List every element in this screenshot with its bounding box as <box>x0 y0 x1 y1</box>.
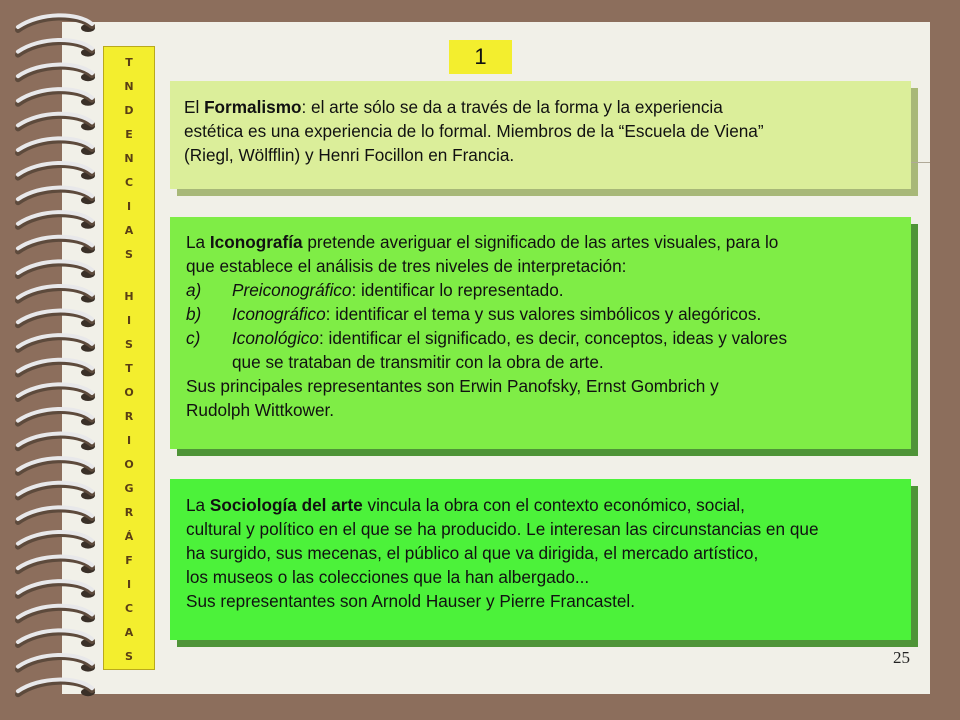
sidebar-letter: O <box>124 458 134 471</box>
formalismo-term: Formalismo <box>204 97 302 117</box>
spiral-ring <box>18 458 95 475</box>
sidebar-letter: C <box>124 176 134 189</box>
spiral-ring <box>18 261 95 278</box>
text-fragment: El <box>184 97 205 117</box>
spiral-ring <box>18 89 95 106</box>
sidebar-letter: T <box>125 362 133 375</box>
spiral-ring <box>18 40 95 57</box>
sociologia-line-1 <box>186 493 897 517</box>
margin-rule <box>911 162 930 163</box>
spiral-ring <box>18 630 95 647</box>
spiral-ring <box>18 606 95 623</box>
spiral-ring <box>18 360 95 377</box>
spiral-ring <box>18 237 95 254</box>
list-item-continuation: que se trataban de transmitir con la obra de arte. <box>232 352 604 372</box>
sidebar-letter: E <box>125 128 133 141</box>
slide-number: 25 <box>893 648 910 667</box>
list-text: : identificar el significado, es decir, conceptos, ideas y valores <box>318 328 788 348</box>
sidebar-letter: A <box>124 626 134 639</box>
spiral-ring <box>18 65 95 82</box>
spiral-ring <box>18 212 95 229</box>
list-item <box>186 326 897 350</box>
list-term: Iconográfico <box>232 304 326 324</box>
sidebar-letter: C <box>124 602 134 615</box>
spiral-ring <box>18 434 95 451</box>
sidebar-letter: S <box>125 248 133 261</box>
text-fragment: La <box>186 232 210 252</box>
sociologia-line-3: ha surgido, sus mecenas, el público al que va dirigida, el mercado artístico, <box>186 543 759 563</box>
sociologia-line-5: Sus representantes son Arnold Hauser y Pierre Francastel. <box>186 591 636 611</box>
text-fragment: vincula la obra con el contexto económico, social, <box>362 495 745 515</box>
iconografia-representatives-1: Sus principales representantes son Erwin Panofsky, Ernst Gombrich y <box>186 376 719 396</box>
sociologia-term: Sociología del arte <box>209 495 363 515</box>
list-text: : identificar el tema y sus valores simbólicos y alegóricos. <box>325 304 762 324</box>
spiral-ring <box>18 409 95 426</box>
spiral-ring <box>18 188 95 205</box>
sidebar-letter: N <box>124 152 134 165</box>
sidebar-letter: F <box>125 554 133 567</box>
spiral-ring <box>18 532 95 549</box>
list-term: Preiconográfico <box>232 280 352 300</box>
iconografia-line-1 <box>186 230 897 254</box>
sidebar-letter: D <box>124 104 134 117</box>
iconografia-card <box>170 217 911 449</box>
formalismo-card <box>170 81 911 189</box>
spiral-ring <box>18 557 95 574</box>
spiral-ring <box>18 384 95 401</box>
spiral-ring <box>18 680 95 697</box>
sidebar-letter: I <box>126 314 132 327</box>
sidebar-letter: O <box>124 386 134 399</box>
sidebar-letter: N <box>124 80 134 93</box>
page-number-badge: 1 <box>449 40 512 74</box>
sidebar-letter: A <box>124 224 134 237</box>
list-term: Iconológico <box>232 328 319 348</box>
spiral-ring <box>18 15 95 32</box>
sidebar-letter: R <box>124 410 134 423</box>
list-item <box>186 278 897 302</box>
list-marker: a) <box>186 280 202 300</box>
iconografia-representatives-2: Rudolph Wittkower. <box>186 400 335 420</box>
sociologia-line-4: los museos o las colecciones que la han albergado... <box>186 567 590 587</box>
spiral-ring <box>18 335 95 352</box>
sidebar-letter: I <box>126 200 132 213</box>
sociologia-line-2: cultural y político en el que se ha producido. Le interesan las circunstancias en que <box>186 519 819 539</box>
spiral-ring <box>18 138 95 155</box>
formalismo-line-2: estética es una experiencia de lo formal. Miembros de la “Escuela de Viena” <box>184 121 764 141</box>
sidebar-letter: S <box>125 338 133 351</box>
spiral-ring <box>18 655 95 672</box>
sidebar-vertical-title <box>103 46 155 670</box>
list-marker: b) <box>186 304 202 324</box>
spiral-ring <box>18 163 95 180</box>
spiral-ring <box>18 114 95 131</box>
list-marker: c) <box>186 328 201 348</box>
sidebar-letter: G <box>124 482 134 495</box>
iconografia-line-2: que establece el análisis de tres niveles de interpretación: <box>186 256 627 276</box>
spiral-ring <box>18 311 95 328</box>
formalismo-line-1 <box>184 95 897 119</box>
list-text: : identificar lo representado. <box>351 280 564 300</box>
sidebar-letter: R <box>124 506 134 519</box>
spiral-ring <box>18 286 95 303</box>
sidebar-letter: I <box>126 578 132 591</box>
sociologia-card <box>170 479 911 640</box>
list-item <box>186 302 897 326</box>
spiral-ring <box>18 581 95 598</box>
text-fragment: pretende averiguar el significado de las artes visuales, para lo <box>302 232 779 252</box>
sidebar-letter: H <box>124 290 134 303</box>
sidebar-letter: Á <box>124 530 134 543</box>
sidebar-letter: S <box>125 650 133 663</box>
text-fragment: La <box>186 495 210 515</box>
spiral-ring <box>18 507 95 524</box>
sidebar-letter: I <box>126 434 132 447</box>
text-fragment: : el arte sólo se da a través de la forma y la experiencia <box>301 97 723 117</box>
spiral-ring <box>18 483 95 500</box>
formalismo-line-3: (Riegl, Wölfflin) y Henri Focillon en Francia. <box>184 145 515 165</box>
sidebar-letter: T <box>125 56 133 69</box>
iconografia-term: Iconografía <box>209 232 303 252</box>
